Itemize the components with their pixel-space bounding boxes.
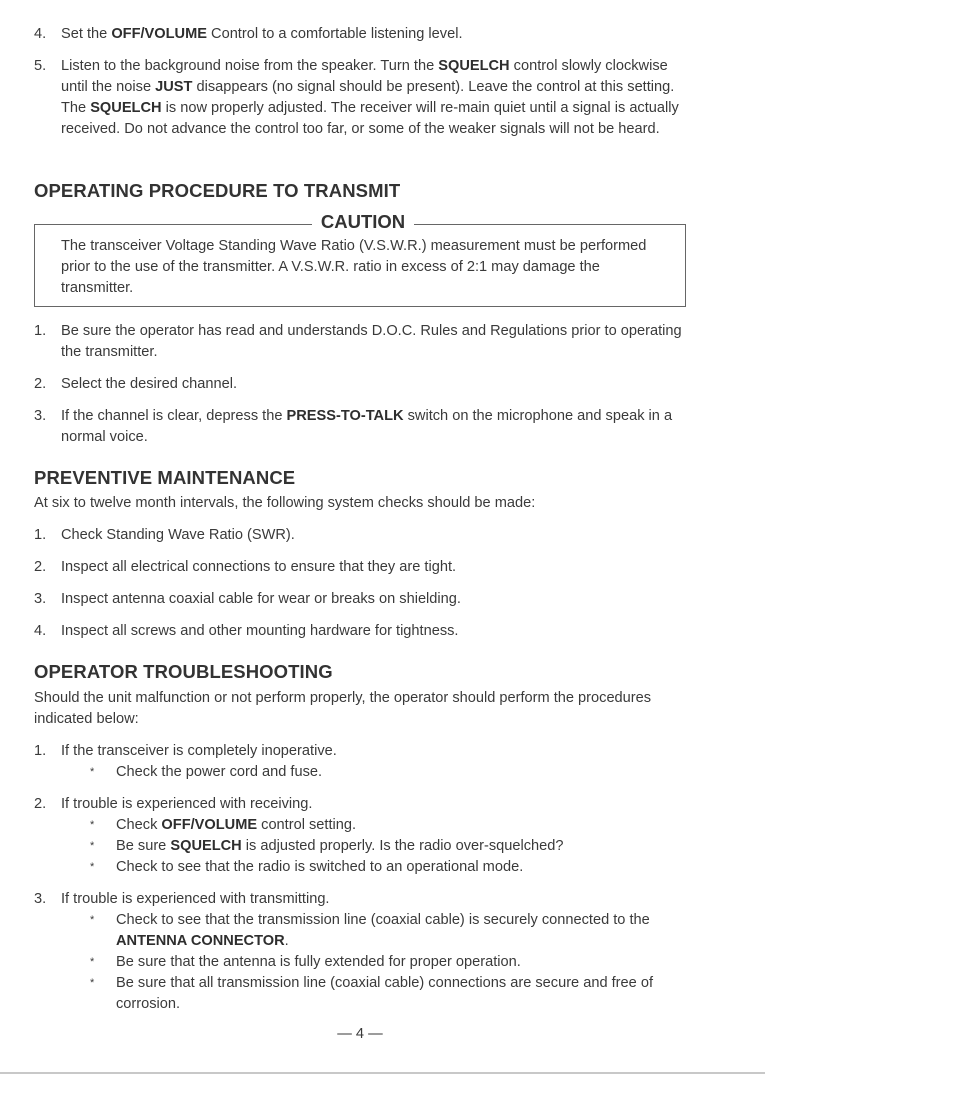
sub-item — [61, 857, 686, 878]
sub-item-text: Be sure SQUELCH is adjusted properly. Is the radio over-squelched? — [116, 838, 564, 854]
item-number: 2. — [34, 376, 47, 392]
list-item — [34, 889, 686, 1015]
item-text: If the transceiver is completely inoperative. — [61, 743, 337, 759]
page-number: — 4 — — [337, 1026, 383, 1042]
caution-text: The transceiver Voltage Standing Wave Ratio (V.S.W.R.) measurement must be performed prior to the use of the transmitter. A V.S.W.R. ratio in excess of 2:1 may damage the transmitter. — [61, 238, 647, 296]
item-text: Select the desired channel. — [61, 376, 238, 392]
item-number: 1. — [34, 743, 47, 759]
item-number: 3. — [34, 891, 47, 907]
troubleshooting-intro: Should the unit malfunction or not perform properly, the operator should perform the procedures indicated below: — [34, 690, 652, 727]
list-item — [34, 589, 686, 610]
sub-item — [61, 973, 686, 1015]
sub-item — [61, 762, 686, 783]
sub-item-text: Check to see that the transmission line (coaxial cable) is securely connected to the ANTENNA CONNECTOR. — [116, 912, 650, 949]
item-number: 4. — [34, 26, 47, 42]
maintenance-intro: At six to twelve month intervals, the following system checks should be made: — [34, 495, 536, 511]
list-item — [34, 374, 686, 395]
item-number: 1. — [34, 323, 47, 339]
maintenance-heading: PREVENTIVE MAINTENANCE — [34, 467, 296, 488]
bottom-rule — [0, 1072, 765, 1074]
item-number: 4. — [34, 623, 47, 639]
bullet-star: * — [90, 766, 95, 778]
sub-item-text: Check the power cord and fuse. — [116, 764, 323, 780]
caution-rule-right — [414, 224, 685, 225]
caution-title: CAUTION — [320, 211, 406, 232]
item-text: Inspect antenna coaxial cable for wear or breaks on shielding. — [61, 591, 461, 607]
top-list — [34, 24, 686, 151]
list-item — [34, 525, 686, 546]
list-item — [34, 321, 686, 363]
item-text: Inspect all electrical connections to ensure that they are tight. — [61, 559, 457, 575]
list-item — [34, 557, 686, 578]
bullet-star: * — [90, 861, 95, 873]
bullet-star: * — [90, 956, 95, 968]
item-number: 1. — [34, 527, 47, 543]
item-text: Set the OFF/VOLUME Control to a comfortable listening level. — [61, 26, 463, 42]
item-number: 2. — [34, 796, 47, 812]
bullet-star: * — [90, 977, 95, 989]
item-number: 3. — [34, 591, 47, 607]
item-number: 5. — [34, 58, 47, 74]
item-text: Inspect all screws and other mounting hardware for tightness. — [61, 623, 459, 639]
bullet-star: * — [90, 819, 95, 831]
troubleshooting-list — [34, 741, 686, 1026]
item-text: Listen to the background noise from the speaker. Turn the SQUELCH control slowly clockwise until the noise JUST disappears (no signal should be present). Leave the control at this setting. The SQUELCH is now properly adjusted. The receiver will re-main quiet until a signal is actually received. Do not advance the control too far, or some of the weaker signals will not be heard. — [61, 58, 679, 137]
bullet-star: * — [90, 914, 95, 926]
list-item — [34, 406, 686, 448]
transmit-list — [34, 321, 686, 459]
list-item — [34, 24, 686, 45]
item-text: If trouble is experienced with transmitting. — [61, 891, 330, 907]
sub-item-text: Be sure that the antenna is fully extended for proper operation. — [116, 954, 521, 970]
sub-item-text: Check to see that the radio is switched to an operational mode. — [116, 859, 524, 875]
list-item — [34, 621, 686, 642]
list-item — [34, 741, 686, 783]
transmit-heading: OPERATING PROCEDURE TO TRANSMIT — [34, 180, 401, 201]
sub-item — [61, 910, 686, 952]
sub-item-text: Be sure that all transmission line (coaxial cable) connections are secure and free of corrosion. — [116, 975, 654, 1012]
list-item — [34, 794, 686, 878]
item-number: 3. — [34, 408, 47, 424]
troubleshooting-heading: OPERATOR TROUBLESHOOTING — [34, 661, 333, 682]
item-text: If the channel is clear, depress the PRESS-TO-TALK switch on the microphone and speak in a normal voice. — [61, 408, 673, 445]
bullet-star: * — [90, 840, 95, 852]
sub-item-text: Check OFF/VOLUME control setting. — [116, 817, 357, 833]
item-number: 2. — [34, 559, 47, 575]
sub-item — [61, 952, 686, 973]
list-item — [34, 56, 686, 140]
caution-rule-left — [34, 224, 312, 225]
sub-item — [61, 836, 686, 857]
item-text: Be sure the operator has read and understands D.O.C. Rules and Regulations prior to operating the transmitter. — [61, 323, 682, 360]
maintenance-list — [34, 525, 686, 653]
item-text: If trouble is experienced with receiving. — [61, 796, 313, 812]
item-text: Check Standing Wave Ratio (SWR). — [61, 527, 295, 543]
sub-item — [61, 815, 686, 836]
